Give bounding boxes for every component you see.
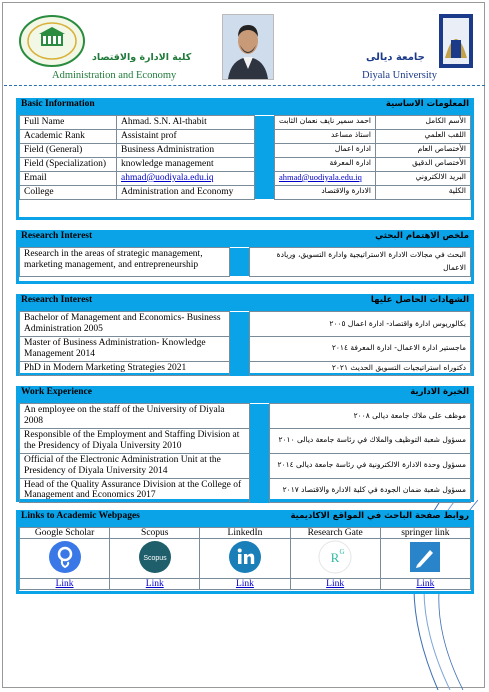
table-row [20, 539, 471, 579]
scopus-icon[interactable] [138, 540, 172, 574]
svg-text:R: R [330, 550, 340, 565]
value-field-specialization-arabic: ادارة المعرفة [275, 157, 376, 171]
springer-icon[interactable] [408, 540, 442, 574]
label-academic-rank: Academic Rank [20, 129, 117, 143]
label-email-arabic: البريد الالكتروني [376, 171, 471, 185]
researchgate-icon[interactable] [318, 540, 352, 574]
academic-links-section [16, 510, 474, 594]
profile-photo [222, 14, 274, 80]
university-logo [433, 10, 479, 72]
work-experience-section [16, 386, 474, 502]
column-gap [250, 453, 270, 478]
table-row [20, 361, 471, 375]
value-full-name-arabic: احمد سمير نايف نعمان الثابت [275, 116, 376, 130]
value-college-arabic: الادارة والاقتصاد [275, 185, 376, 199]
label-college: College [20, 185, 117, 199]
basic-info-section [16, 98, 474, 220]
university-name-english: Diyala University [362, 70, 437, 81]
site-name: Google Scholar [20, 528, 110, 539]
value-field-specialization: knowledge management [117, 157, 255, 171]
google-scholar-icon[interactable] [48, 540, 82, 574]
table-row [20, 453, 471, 478]
academic-links-title: Links to Academic Webpages [21, 511, 140, 521]
degree-item-arabic: بكالوريوس ادارة واقتصاد- ادارة اعمال ٢٠٠٥ [250, 312, 471, 337]
column-gap [230, 336, 250, 361]
label-field-specialization: Field (Specialization) [20, 157, 117, 171]
column-gap [255, 157, 275, 171]
work-item: Official of the Electronic Administration Unit at the Presidency of Diyala University 2014 [20, 453, 250, 478]
table-row [20, 478, 471, 503]
table-row [20, 312, 471, 337]
research-interest-text-arabic: البحث في مجالات الادارة الاستراتيجية وادارة التسويق، وريادة الاعمال [250, 248, 471, 277]
value-field-general: Business Administration [117, 143, 255, 157]
linkedin-link[interactable]: Link [235, 579, 254, 589]
academic-links-table [19, 527, 471, 590]
google-scholar-link[interactable]: Link [55, 579, 74, 589]
column-gap [250, 404, 270, 429]
college-name-english: Administration and Economy [52, 70, 177, 81]
table-row [20, 336, 471, 361]
scopus-badge-text: Scopus [143, 555, 167, 562]
work-experience-title: Work Experience [21, 387, 92, 397]
university-name-arabic: جامعة ديالى [366, 52, 425, 63]
column-gap [230, 312, 250, 337]
label-academic-rank-arabic: اللقب العلمي [376, 129, 471, 143]
label-email: Email [20, 171, 117, 185]
table-row [20, 129, 471, 143]
college-name-arabic: كلية الادارة والاقتصاد [92, 52, 192, 63]
springer-link[interactable]: Link [416, 579, 435, 589]
label-full-name: Full Name [20, 116, 117, 130]
column-gap [250, 428, 270, 453]
value-academic-rank-arabic: استاذ مساعد [275, 129, 376, 143]
table-row [20, 404, 471, 429]
table-row [20, 248, 471, 277]
academic-links-title-arabic: روابط صفحة الباحث في المواقع الاكاديمية [290, 511, 469, 521]
column-gap [230, 361, 250, 375]
value-full-name: Ahmad. S.N. Al-thabit [117, 116, 255, 130]
scopus-link[interactable]: Link [145, 579, 164, 589]
value-field-general-arabic: ادارة اعمال [275, 143, 376, 157]
research-interest-title-arabic: ملخص الاهتمام البحثي [375, 231, 469, 241]
research-interest-text: Research in the areas of strategic management, marketing management, and entrepreneurship [20, 248, 230, 277]
work-item-arabic: مسؤول وحدة الادارة الالكترونية في رئاسة جامعة ديالى ٢٠١٤ [270, 453, 471, 478]
column-gap [255, 143, 275, 157]
column-gap [250, 478, 270, 503]
degree-item: PhD in Modern Marketing Strategies 2021 [20, 361, 230, 375]
degree-item: Master of Business Administration- Knowledge Management 2014 [20, 336, 230, 361]
work-experience-table [19, 403, 471, 503]
label-college-arabic: الكلية [376, 185, 471, 199]
svg-text:G: G [339, 548, 345, 556]
research-interest-table [19, 247, 471, 277]
label-field-general-arabic: الأختصاص العام [376, 143, 471, 157]
value-college: Administration and Economy [117, 185, 255, 199]
work-experience-title-arabic: الخبرة الادارية [410, 387, 469, 397]
degrees-title: Research Interest [21, 295, 93, 305]
table-row [20, 579, 471, 590]
researchgate-link[interactable]: Link [326, 579, 345, 589]
table-row [20, 116, 471, 130]
work-item: Head of the Quality Assurance Division at the College of Management and Economics 2017 [20, 478, 250, 503]
degrees-title-arabic: الشهادات الحاصل عليها [370, 295, 469, 305]
college-logo [18, 14, 86, 68]
work-item: Responsible of the Employment and Staffing Division at the Presidency of Diyala University 2010 [20, 428, 250, 453]
basic-info-title-arabic: المعلومات الاساسية [385, 99, 469, 109]
degree-item: Bachelor of Management and Economics- Business Administration 2005 [20, 312, 230, 337]
value-academic-rank: Assistaint prof [117, 129, 255, 143]
column-gap [255, 129, 275, 143]
site-name: Research Gate [290, 528, 380, 539]
column-gap [230, 248, 250, 277]
label-full-name-arabic: الأسم الكامل [376, 116, 471, 130]
table-row [20, 185, 471, 199]
research-interest-section [16, 230, 474, 284]
work-item-arabic: مسؤول شعبة التوظيف والملاك في رئاسة جامعة ديالى ٢٠١٠ [270, 428, 471, 453]
table-row [20, 157, 471, 171]
email-link[interactable]: ahmad@uodiyala.edu.iq [121, 172, 214, 183]
table-row [20, 143, 471, 157]
linkedin-icon[interactable] [228, 540, 262, 574]
table-row [20, 428, 471, 453]
basic-info-title: Basic Information [21, 99, 95, 109]
site-name: Scopus [110, 528, 200, 539]
column-gap [255, 116, 275, 130]
site-name: springer link [380, 528, 470, 539]
degrees-section [16, 294, 474, 376]
degree-item-arabic: ماجستير ادارة الاعمال- ادارة المعرفة ٢٠١٤ [250, 336, 471, 361]
degrees-table [19, 311, 471, 376]
site-name: LinkedIn [200, 528, 290, 539]
column-gap [255, 171, 275, 185]
work-item-arabic: موظف على ملاك جامعة ديالى ٢٠٠٨ [270, 404, 471, 429]
column-gap [255, 185, 275, 199]
basic-info-table [19, 115, 471, 200]
label-field-specialization-arabic: الأختصاص الدقيق [376, 157, 471, 171]
table-row [20, 528, 471, 539]
work-item-arabic: مسؤول شعبة ضمان الجودة في كلية الادارة والاقتصاد ٢٠١٧ [270, 478, 471, 503]
email-link-arabic-side[interactable]: ahmad@uodiyala.edu.iq [279, 171, 362, 182]
label-field-general: Field (General) [20, 143, 117, 157]
degree-item-arabic: دكتوراه استراتيجيات التسويق الحديث ٢٠٢١ [250, 361, 471, 375]
research-interest-title: Research Interest [21, 231, 93, 241]
table-row [20, 171, 471, 185]
work-item: An employee on the staff of the University of Diyala 2008 [20, 404, 250, 429]
header-divider [4, 85, 485, 86]
